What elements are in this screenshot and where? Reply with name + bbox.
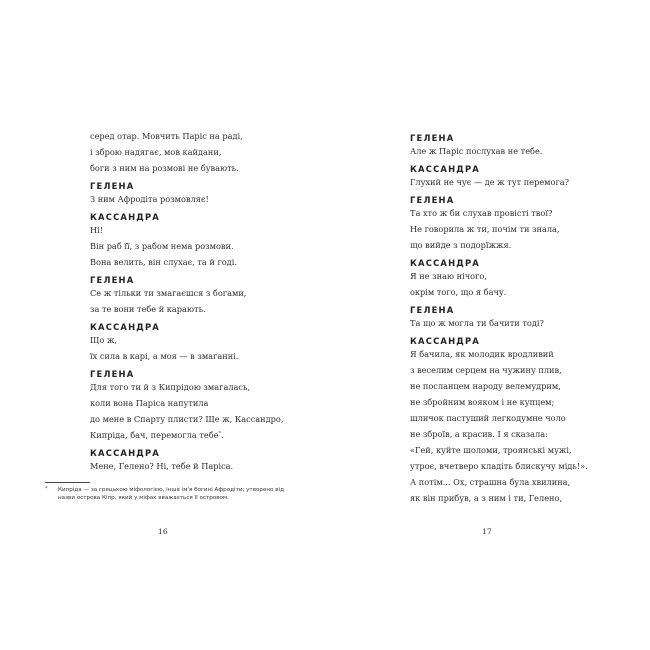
verse-line: серед отар. Мовчить Паріс на раді, [90,131,243,141]
verse-line: Мене, Гелено? Ні, тебе й Паріса. [90,461,234,471]
speaker-name: ГЕЛЕНА [90,181,135,191]
verse-line: Але ж Паріс послухав не тебе. [410,146,543,156]
verse-line: Для того ти й з Кипрідою змагалась, [90,382,251,392]
verse-line: що вийде з подорїжжя. [410,240,512,250]
left-text-block [90,128,305,474]
speaker-name: КАССАНДРА [90,322,160,332]
speaker-name: КАССАНДРА [410,336,480,346]
speaker-name: КАССАНДРА [410,164,480,174]
verse-line: «Гей, куйте шоломи, троянські мужі, [410,445,572,455]
footnote [45,486,300,502]
verse-line: Ні! [90,225,104,235]
verse-line: Не говорила ж ти, почім ти знала, [410,224,560,234]
speaker-name: КАССАНДРА [90,212,160,222]
verse-line: боги з ним на розмові не бувають. [90,163,239,173]
verse-line: коли вона Паріса напутила [90,398,209,408]
verse-line: Та хто ж би слухав провісті твої? [410,208,553,218]
verse-line: як він прибув, а з ним і ти, Гелено, [410,493,563,503]
speaker-name: ГЕЛЕНА [410,133,455,143]
verse-text: Кипріда, бач, перемогла тебе [90,430,219,440]
verse-line: не зброїв, а красив. І я сказала: [410,429,548,439]
verse-line-with-footnote: Кипріда, бач, перемогла тебе*. [90,430,224,440]
right-page [325,0,650,650]
footnote-mark: * [45,486,48,492]
right-text-block [410,128,625,506]
footnote-divider [45,482,90,483]
verse-line: шличок пастуший легкодумне чоло [410,413,566,423]
verse-line: А потім... Ох, страшна була хвилина, [410,477,571,487]
verse-line: за те вони тебе й карають. [90,304,206,314]
verse-line: Та що ж могла ти бачити тоді? [410,318,544,328]
verse-line: Вона велить, він слухає, та й годі. [90,257,237,267]
speaker-name: ГЕЛЕНА [90,275,135,285]
speaker-name: ГЕЛЕНА [90,369,135,379]
footnote-reference: * [218,430,221,437]
speaker-name: ГЕЛЕНА [410,305,455,315]
verse-line: не посланцем народу велемудрим, [410,381,561,391]
page-number: 16 [158,527,168,536]
page-number: 17 [482,527,492,536]
speaker-name: КАССАНДРА [90,448,160,458]
verse-line: утроє, вчетверо кладіть блискучу мідь!». [410,461,588,471]
speaker-name: ГЕЛЕНА [410,195,455,205]
verse-line: з веселим серцем на чужину плив, [410,365,562,375]
verse-line: Що ж, [90,335,118,345]
verse-line: окрім того, що я бачу. [410,287,507,297]
verse-line: Він раб її, з рабом нема розмови. [90,241,234,251]
verse-line: і зброю надягає, мов кайдани, [90,147,222,157]
footnote-text: Кипріда — за грецькою міфологією, інше ім'я богині Афродіти; утворено від назви острова Кіпр, який у міфах вважається її островом. [58,487,284,501]
verse-line: до мене в Спарту плисти? Ще ж, Кассандро, [90,414,284,424]
verse-line: З ним Афродіта розмовляє! [90,194,209,204]
verse-line: не збройним вояком і не купцем; [410,397,555,407]
verse-line: Се ж тільки ти змагаєшся з богами, [90,288,247,298]
speaker-name: КАССАНДРА [410,258,480,268]
verse-line: їх сила в карі, а моя — в змаганні. [90,351,239,361]
verse-line: Я бачила, як молодик вродливий [410,349,554,359]
verse-line: Глухий не чує — де ж тут перемога? [410,177,570,187]
verse-line: Я не знаю нічого, [410,271,487,281]
